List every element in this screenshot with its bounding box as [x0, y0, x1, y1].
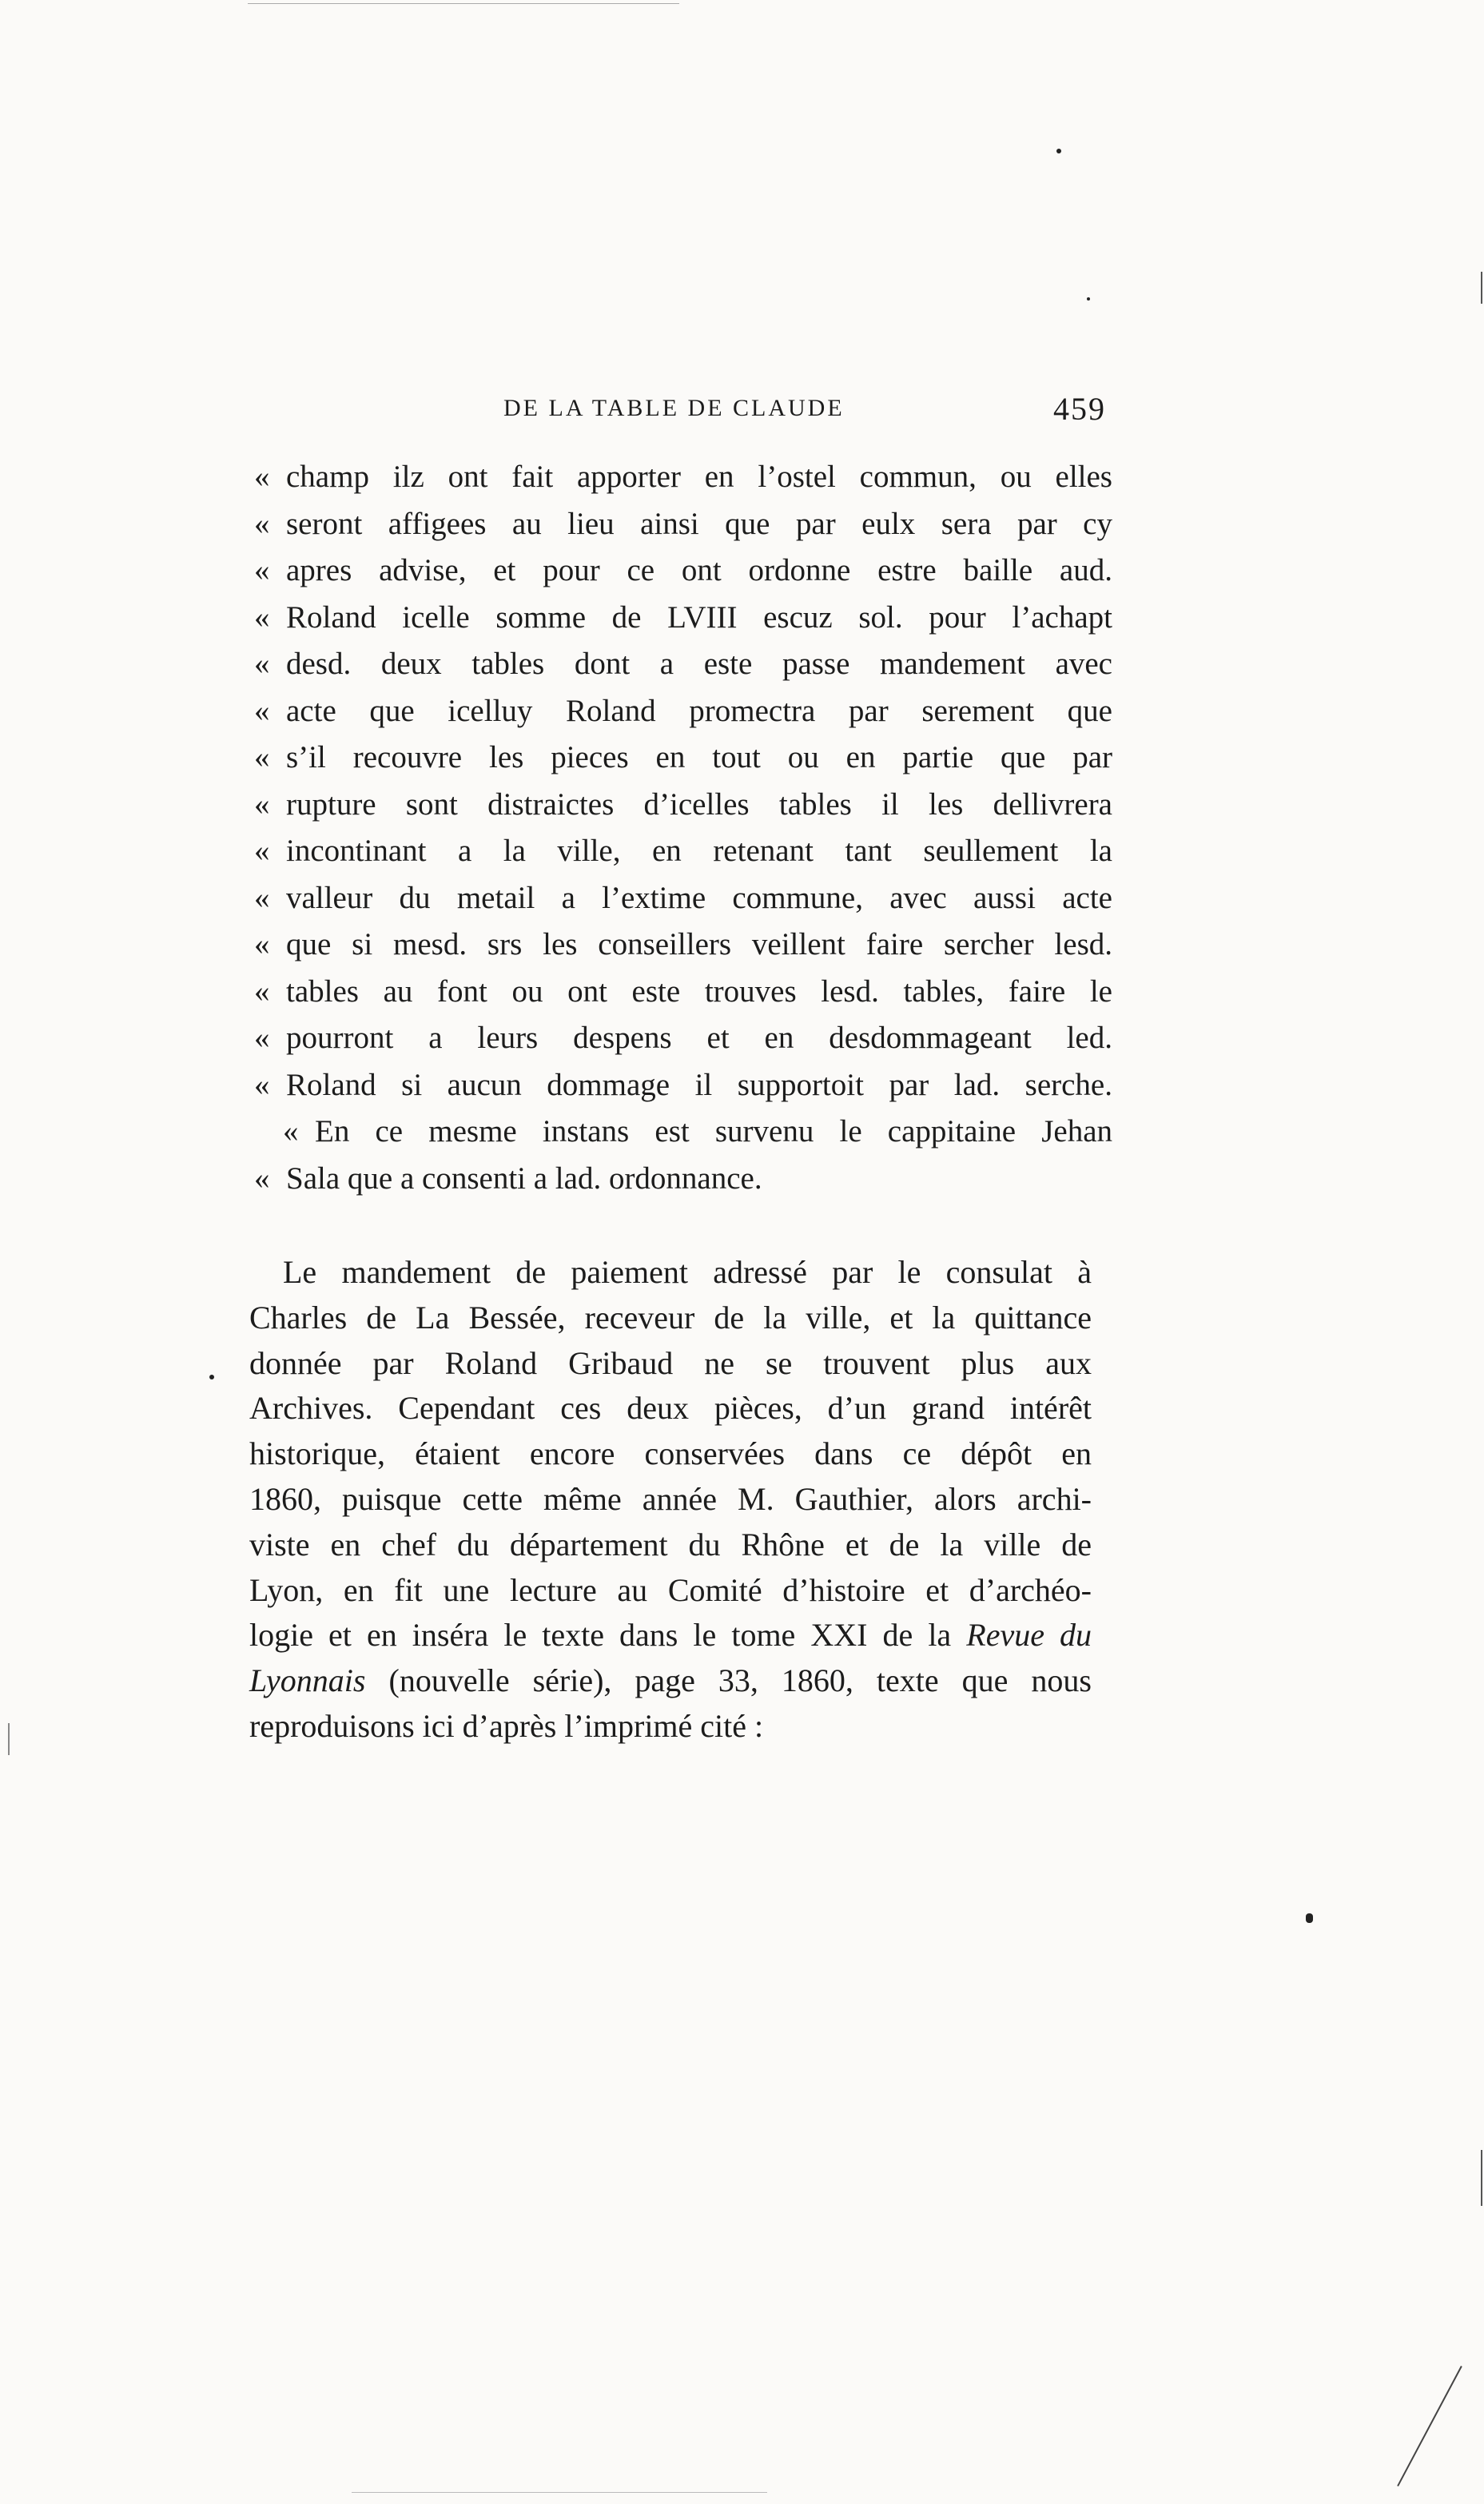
quote-line: « pourront a leurs despens et en desdommageant led.: [254, 1021, 1112, 1055]
scan-speck: [209, 1375, 214, 1379]
quote-line: « En ce mesme instans est survenu le cappitaine Jehan: [283, 1114, 1112, 1148]
quote-line: « Sala que a consenti a lad. ordonnance.: [254, 1160, 762, 1196]
scan-speck: [1306, 1913, 1313, 1923]
scan-speck: [1056, 149, 1061, 153]
paragraph-line: Charles de La Bessée, receveur de la ville, et la quittance: [249, 1299, 1092, 1336]
scan-edge-line: [1481, 2150, 1482, 2206]
quote-line: « apres advise, et pour ce ont ordonne estre baille aud.: [254, 553, 1112, 587]
running-head: DE LA TABLE DE CLAUDE: [503, 395, 845, 421]
paragraph-line: logie et en inséra le texte dans le tome XXI de la Revue du: [249, 1617, 1092, 1654]
paragraph-line: viste en chef du département du Rhône et de la ville de: [249, 1526, 1092, 1563]
quote-line: « acte que icelluy Roland promectra par serement que: [254, 693, 1112, 728]
paragraph-line: Lyon, en fit une lecture au Comité d’histoire et d’archéo-: [249, 1571, 1092, 1608]
paragraph-line: Le mandement de paiement adressé par le consulat à: [283, 1254, 1092, 1290]
scan-speck: [1087, 297, 1090, 301]
quote-line: « Roland si aucun dommage il supportoit par lad. serche.: [254, 1067, 1112, 1102]
paragraph-line: reproduisons ici d’après l’imprimé cité :: [249, 1707, 764, 1744]
paragraph-line: Archives. Cependant ces deux pièces, d’un grand intérêt: [249, 1390, 1092, 1427]
quote-line: « seront affigees au lieu ainsi que par eulx sera par cy: [254, 506, 1112, 541]
scan-edge-line: [1397, 2366, 1462, 2486]
quote-line: « que si mesd. srs les conseillers veillent faire sercher lesd.: [254, 927, 1112, 961]
journal-title: Lyonnais: [249, 1662, 366, 1699]
scan-edge-line: [8, 1723, 10, 1755]
paragraph-line: donnée par Roland Gribaud ne se trouvent plus aux: [249, 1344, 1092, 1381]
quote-line: « desd. deux tables dont a este passe mandement avec: [254, 647, 1112, 681]
quote-line: « rupture sont distraictes d’icelles tables il les dellivrera: [254, 786, 1112, 822]
page-number: 459: [1053, 391, 1106, 427]
quote-line: « incontinant a la ville, en retenant tant seullement la: [254, 834, 1112, 868]
quote-line: « champ ilz ont fait apporter en l’ostel commun, ou elles: [254, 460, 1112, 494]
quote-line: « Roland icelle somme de LVIII escuz sol. pour l’achapt: [254, 599, 1112, 635]
quotation-block: [254, 454, 1112, 1202]
scan-edge-line: [352, 2492, 767, 2493]
paragraph-line: historique, étaient encore conservées dans ce dépôt en: [249, 1435, 1092, 1472]
quote-line: « s’il recouvre les pieces en tout ou en partie que par: [254, 740, 1112, 774]
scan-edge-line: [248, 3, 679, 4]
paragraph-line: 1860, puisque cette même année M. Gauthier, alors archi-: [249, 1480, 1092, 1517]
paragraph-line: Lyonnais (nouvelle série), page 33, 1860, texte que nous: [249, 1662, 1092, 1699]
scan-edge-line: [1481, 272, 1482, 304]
journal-title: Revue du: [966, 1617, 1092, 1654]
quote-line: « valleur du metail a l’extime commune, avec aussi acte: [254, 880, 1112, 915]
quote-line: « tables au font ou ont este trouves lesd. tables, faire le: [254, 973, 1112, 1009]
body-paragraph: [249, 1250, 1092, 1750]
